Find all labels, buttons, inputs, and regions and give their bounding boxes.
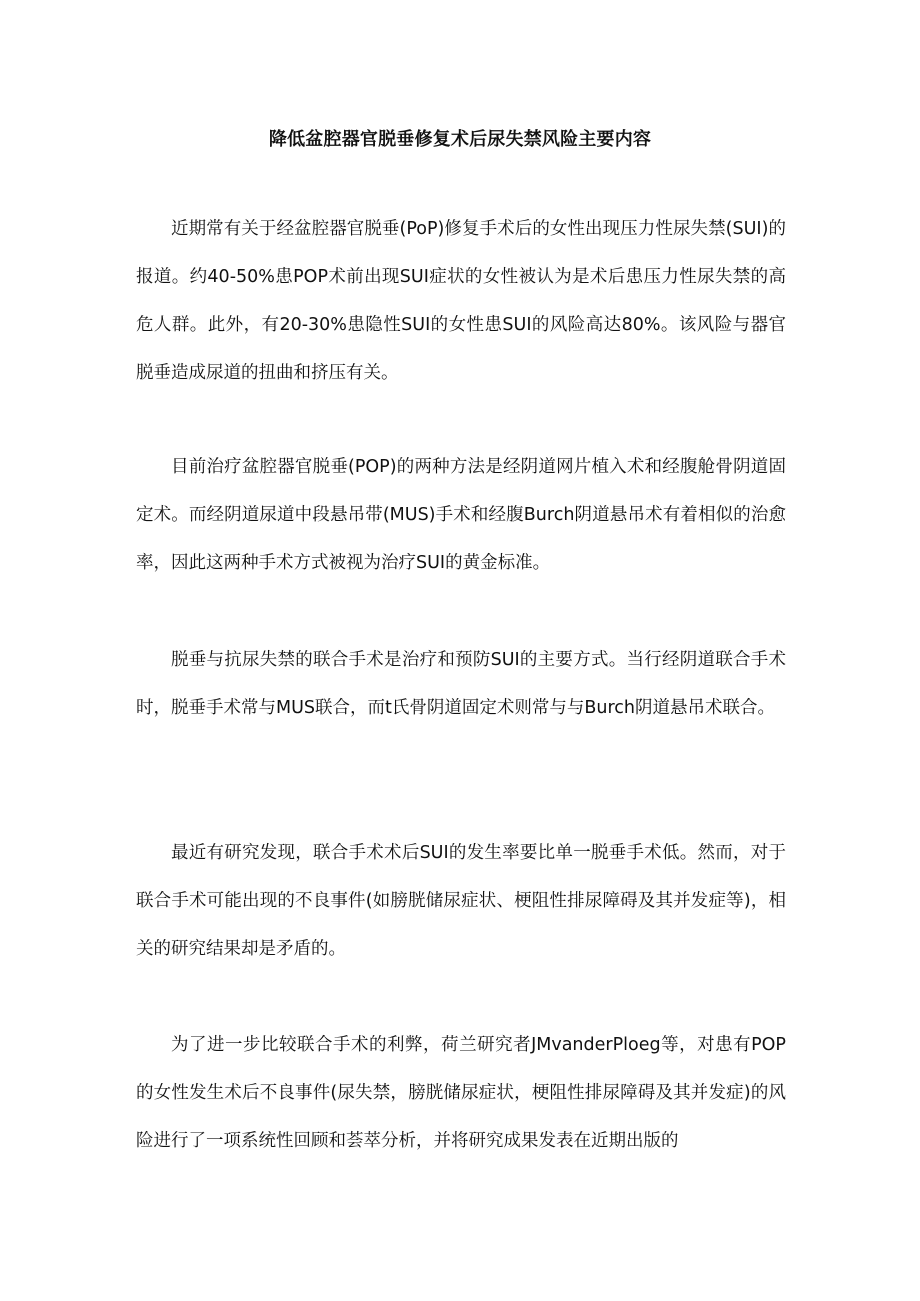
document-title: 降低盆腔器官脱垂修复术后尿失禁风险主要内容 bbox=[268, 129, 652, 150]
paragraph-1: 近期常有关于经盆腔器官脱垂(PoP)修复手术后的女性出现压力性尿失禁(SUI)的报道。约40-50%患POP术前出现SUI症状的女性被认为是术后患压力性尿失禁的高危人群。此外，有20-30%患隐性SUI的女性患SUI的风险高达80%。该风险与器官脱垂造成尿道的扭曲和挤压有关。 bbox=[136, 219, 786, 383]
paragraph-5: 为了进一步比较联合手术的利弊，荷兰研究者JMvanderPloeg等，对患有POP的女性发生术后不良事件(尿失禁，膀胱储尿症状，梗阻性排尿障碍及其并发症)的风险进行了一项系统性回顾和荟萃分析，并将研究成果发表在近期出版的 bbox=[136, 1035, 786, 1151]
paragraph-3: 脱垂与抗尿失禁的联合手术是治疗和预防SUI的主要方式。当行经阴道联合手术时，脱垂手术常与MUS联合，而t氏骨阴道固定术则常与与Burch阴道悬吊术联合。 bbox=[136, 650, 786, 718]
paragraph-2: 目前治疗盆腔器官脱垂(POP)的两种方法是经阴道网片植入术和经腹舱骨阴道固定术。而经阴道尿道中段悬吊带(MUS)手术和经腹Burch阴道悬吊术有着相似的治愈率，因此这两种手术方式被视为治疗SUI的黄金标准。 bbox=[136, 457, 786, 573]
paragraph-4: 最近有研究发现，联合手术术后SUI的发生率要比单一脱垂手术低。然而，对于联合手术可能出现的不良事件(如膀胱储尿症状、梗阻性排尿障碍及其并发症等)，相关的研究结果却是矛盾的。 bbox=[136, 843, 786, 959]
